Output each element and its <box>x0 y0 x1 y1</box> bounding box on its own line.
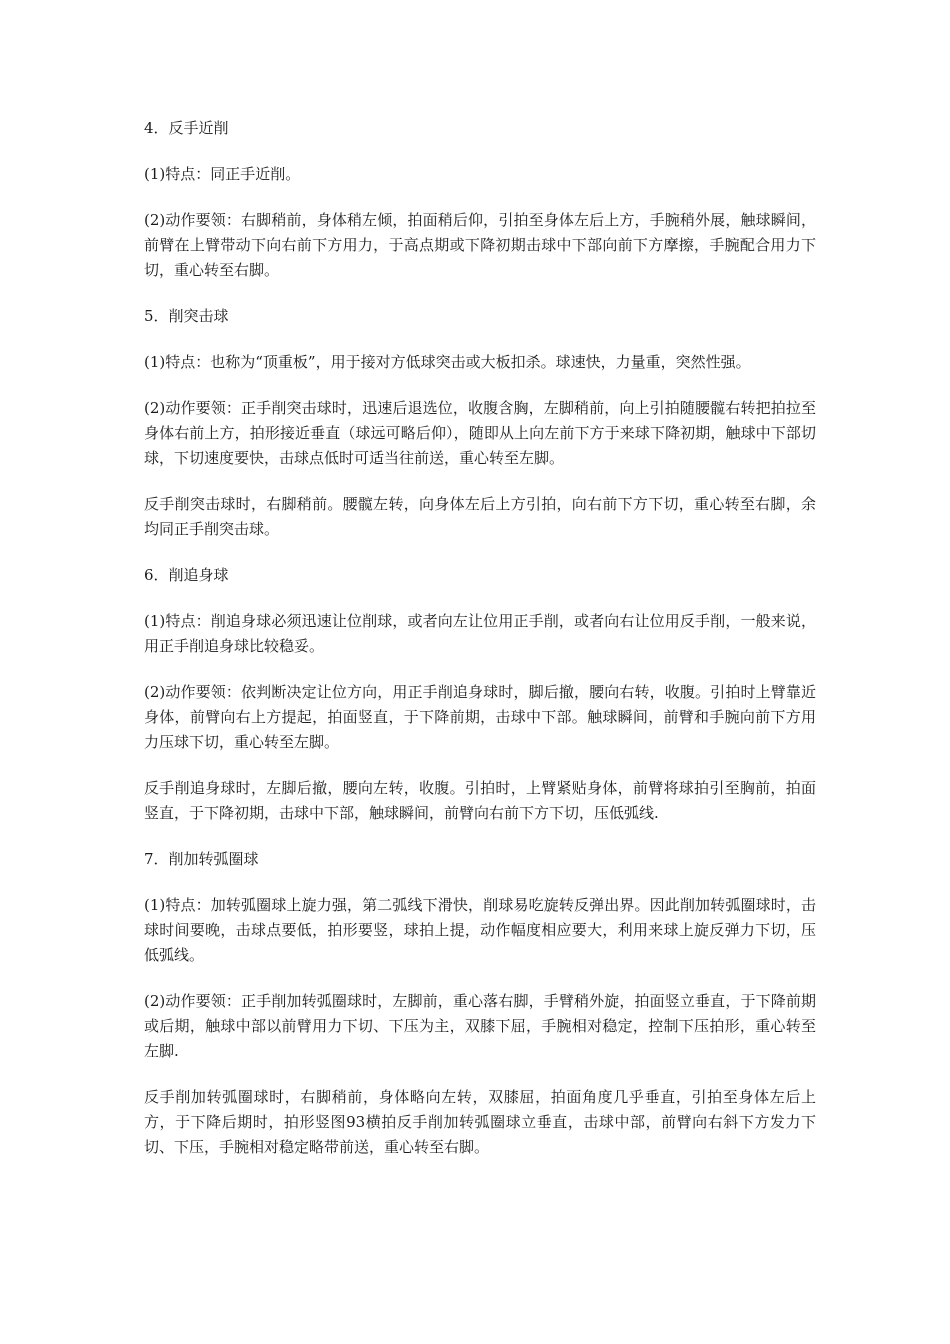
paragraph: 反手削突击球时，右脚稍前。腰髋左转，向身体左后上方引拍，向右前下方下切，重心转至右脚，余均同正手削突击球。 <box>144 495 816 538</box>
paragraph: (1)特点：也称为“顶重板”，用于接对方低球突击或大板扣杀。球速快，力量重，突然性强。 <box>144 353 751 371</box>
paragraph: (1)特点：同正手近削。 <box>144 165 301 183</box>
section-heading: 6．削追身球 <box>144 566 229 584</box>
document-page <box>144 116 816 1181</box>
paragraph: (1)特点：加转弧圈球上旋力强，第二弧线下滑快，削球易吃旋转反弹出界。因此削加转弧圈球时，击球时间要晚，击球点要低，拍形要竖，球拍上提，动作幅度相应要大，利用来球上旋反弹力下切，压低弧线。 <box>144 896 816 964</box>
section-heading: 7．削加转弧圈球 <box>144 850 259 868</box>
paragraph: (2)动作要领：正手削突击球时，迅速后退选位，收腹含胸，左脚稍前，向上引拍随腰髋右转把拍拉至身体右前上方，拍形接近垂直（球远可略后仰），随即从上向左前下方于来球下降初期，触球中下部切球，下切速度要快，击球点低时可适当往前送，重心转至左脚。 <box>144 399 816 467</box>
paragraph: 反手削追身球时，左脚后撤，腰向左转，收腹。引拍时，上臂紧贴身体，前臂将球拍引至胸前，拍面竖直，于下降初期，击球中下部，触球瞬间，前臂向右前下方下切，压低弧线. <box>144 779 816 822</box>
paragraph: (2)动作要领：正手削加转弧圈球时，左脚前，重心落右脚，手臂稍外旋，拍面竖立垂直，于下降前期或后期，触球中部以前臂用力下切、下压为主，双膝下屈，手腕相对稳定，控制下压拍形，重心转至左脚. <box>144 992 816 1060</box>
paragraph: 反手削加转弧圈球时，右脚稍前，身体略向左转，双膝屈，拍面角度几乎垂直，引拍至身体左后上方，于下降后期时，拍形竖图93横拍反手削加转弧圈球立垂直，击球中部，前臂向右斜下方发力下切、下压，手腕相对稳定略带前送，重心转至右脚。 <box>144 1088 816 1156</box>
paragraph: (2)动作要领：依判断决定让位方向，用正手削追身球时，脚后撤，腰向右转，收腹。引拍时上臂靠近身体，前臂向右上方提起，拍面竖直，于下降前期，击球中下部。触球瞬间，前臂和手腕向前下方用力压球下切，重心转至左脚。 <box>144 683 816 751</box>
section-heading: 5．削突击球 <box>144 307 229 325</box>
section-heading: 4．反手近削 <box>144 119 229 137</box>
paragraph: (2)动作要领：右脚稍前，身体稍左倾，拍面稍后仰，引拍至身体左后上方，手腕稍外展，触球瞬间，前臂在上臂带动下向右前下方用力，于高点期或下降初期击球中下部向前下方摩擦，手腕配合用力下切，重心转至右脚。 <box>144 211 816 279</box>
paragraph: (1)特点：削追身球必须迅速让位削球，或者向左让位用正手削，或者向右让位用反手削，一般来说，用正手削追身球比较稳妥。 <box>144 612 816 655</box>
